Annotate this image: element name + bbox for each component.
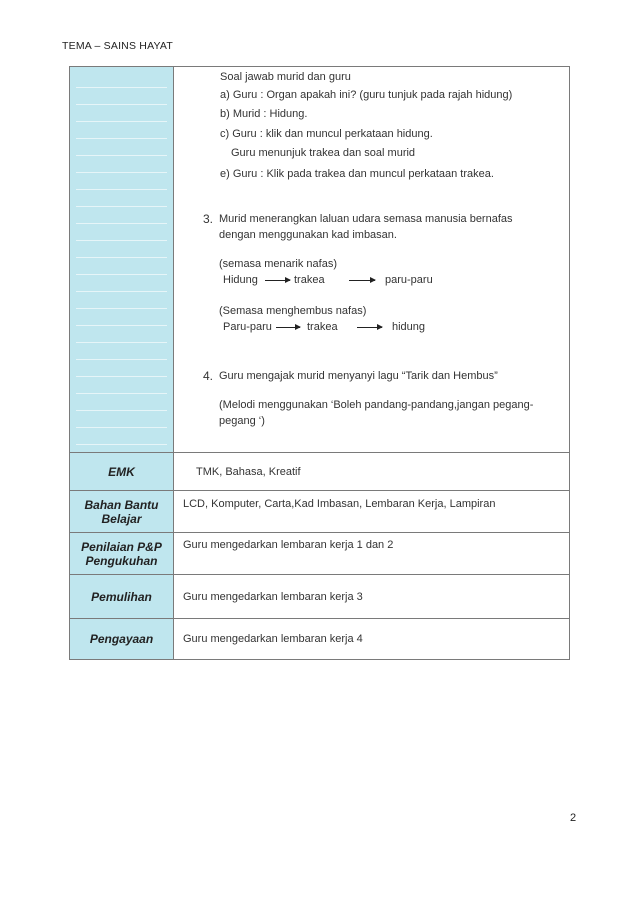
exhale-label: (Semasa menghembus nafas) — [219, 305, 367, 317]
page-number: 2 — [570, 812, 577, 824]
emk-row — [70, 452, 569, 490]
teaching-aids-value: LCD, Komputer, Carta,Kad Imbasan, Lembaran Kerja, Lampiran — [183, 498, 496, 510]
exhale-organ-3: hidung — [392, 321, 426, 333]
activity-label-cell — [70, 67, 174, 452]
teaching-aids-row — [70, 490, 569, 532]
teaching-aids-label: Bahan Bantu Belajar — [70, 491, 174, 532]
arrow-right-icon — [276, 327, 300, 328]
page-header: TEMA – SAINS HAYAT — [62, 40, 173, 52]
step-3-number: 3. — [203, 212, 214, 226]
assessment-value: Guru mengedarkan lembaran kerja 1 dan 2 — [183, 539, 394, 551]
exhale-organ-1: Paru-paru — [223, 321, 272, 333]
step-4-number: 4. — [203, 369, 214, 383]
inhale-organ-2: trakea — [294, 274, 325, 286]
enrichment-value: Guru mengedarkan lembaran kerja 4 — [183, 633, 363, 645]
qa-line-e: e) Guru : Klik pada trakea dan muncul perkataan trakea. — [220, 168, 494, 180]
qa-line-c: c) Guru : klik dan muncul perkataan hidung. — [220, 128, 433, 140]
activity-content — [174, 67, 569, 452]
assessment-row — [70, 532, 569, 574]
arrow-right-icon — [349, 280, 375, 281]
assessment-label: Penilaian P&P Pengukuhan — [70, 533, 174, 574]
arrow-right-icon — [357, 327, 382, 328]
emk-label: EMK — [70, 453, 174, 490]
remedial-row — [70, 574, 569, 618]
step-4-note-1: (Melodi menggunakan ‘Boleh pandang-pandang,jangan pegang- — [219, 399, 534, 411]
step-4-line-1: Guru mengajak murid menyanyi lagu “Tarik dan Hembus” — [219, 370, 498, 382]
step-3-line-1: Murid menerangkan laluan udara semasa manusia bernafas — [219, 213, 513, 225]
activity-row — [70, 67, 569, 452]
cell-stripes — [76, 71, 167, 448]
step-4-note-2: pegang ‘) — [219, 415, 265, 427]
qa-line-a: a) Guru : Organ apakah ini? (guru tunjuk pada rajah hidung) — [220, 89, 513, 101]
enrichment-row — [70, 618, 569, 659]
inhale-label: (semasa menarik nafas) — [219, 258, 337, 270]
remedial-value: Guru mengedarkan lembaran kerja 3 — [183, 590, 363, 603]
qa-line-b: b) Murid : Hidung. — [220, 108, 308, 120]
lesson-plan-table — [69, 66, 570, 660]
enrichment-label: Pengayaan — [70, 619, 174, 659]
step-3-line-2: dengan menggunakan kad imbasan. — [219, 229, 397, 241]
emk-value: TMK, Bahasa, Kreatif — [196, 465, 301, 478]
inhale-organ-3: paru-paru — [385, 274, 433, 286]
remedial-label: Pemulihan — [70, 575, 174, 618]
qa-intro: Soal jawab murid dan guru — [220, 71, 351, 83]
arrow-right-icon — [265, 280, 290, 281]
qa-line-note: Guru menunjuk trakea dan soal murid — [231, 147, 416, 159]
inhale-organ-1: Hidung — [223, 274, 258, 286]
exhale-organ-2: trakea — [307, 321, 338, 333]
